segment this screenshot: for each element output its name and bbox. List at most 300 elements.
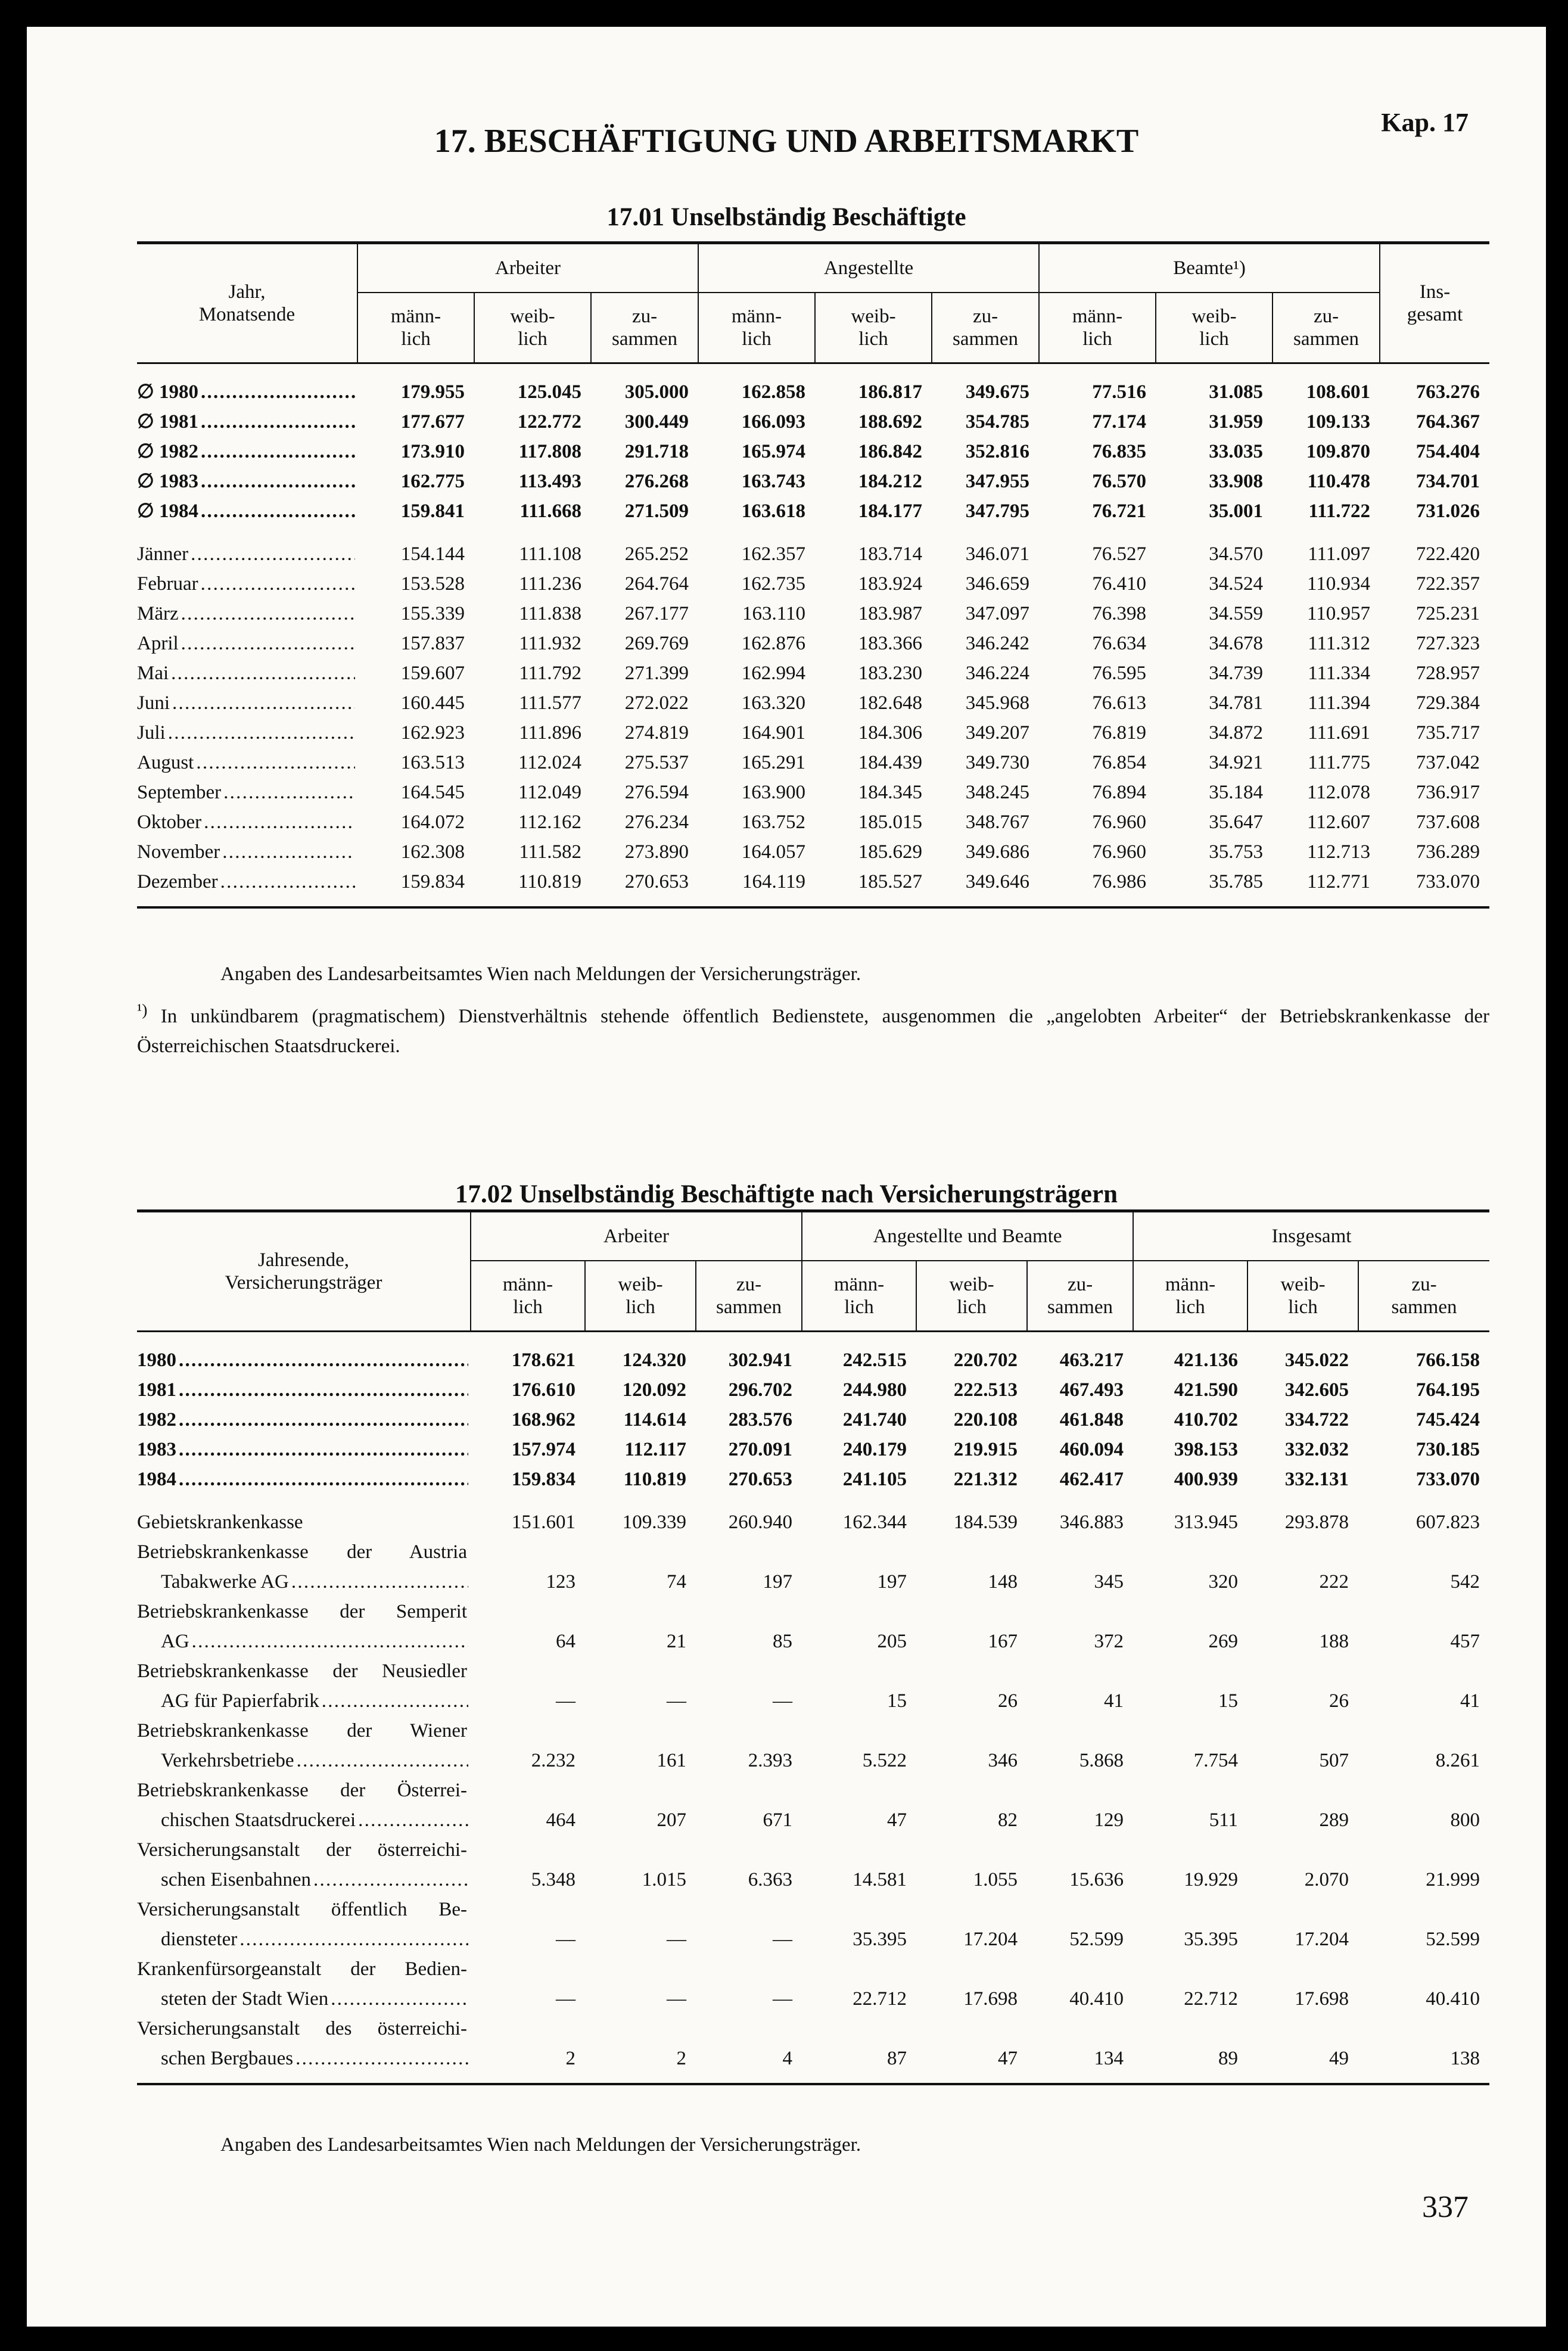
row-label-leader: [137, 2044, 471, 2073]
table-cell: 76.835: [1092, 440, 1147, 462]
row-label-leader: [137, 1746, 471, 1775]
table-cell: 349.646: [965, 870, 1030, 892]
sub-header-zusammen: zu- sammen: [1358, 1261, 1489, 1331]
table-cell: 267.177: [624, 602, 689, 624]
row-label-text: September: [137, 781, 222, 803]
table-cell: 138: [1450, 2047, 1480, 2069]
table-cell: 162.994: [741, 662, 806, 684]
table-cell: 111.312: [1308, 632, 1371, 654]
table-cell: 184.306: [858, 722, 923, 744]
table-cell: 221.312: [953, 1468, 1018, 1490]
spacer-row: [137, 363, 1489, 377]
row-label-text: Juli: [137, 722, 166, 744]
table-cell: 2: [676, 2047, 686, 2069]
table-cell: —: [556, 1988, 575, 2010]
row-label-text: AG: [161, 1630, 189, 1652]
table-row: [137, 569, 1489, 599]
table-cell: 7.754: [1193, 1749, 1239, 1771]
table-cell: 220.108: [953, 1408, 1018, 1430]
table-cell: 754.404: [1415, 440, 1480, 462]
table-cell: 183.366: [858, 632, 923, 654]
row-label: [137, 629, 357, 658]
leader-dots: [179, 1405, 468, 1435]
sub-header-weiblich: weib- lich: [815, 293, 932, 363]
group-header-angestellte-beamte: Angestellte und Beamte: [802, 1211, 1133, 1261]
table-cell: 305.000: [624, 381, 689, 403]
table-cell: 241.740: [842, 1408, 907, 1430]
table-cell: 114.614: [623, 1408, 686, 1430]
leader-dots: [201, 569, 355, 599]
row-label-text: Februar: [137, 573, 198, 595]
table-cell: 273.890: [624, 841, 689, 863]
table-cell: 349.730: [965, 751, 1030, 773]
table-cell: 163.618: [741, 500, 806, 522]
table-cell: 110.819: [518, 870, 581, 892]
table-cell: 264.764: [624, 573, 689, 595]
table-cell: 165.291: [741, 751, 806, 773]
row-label-leader: [137, 377, 357, 407]
table-cell: 182.648: [858, 692, 923, 714]
row-label-leader: [137, 569, 357, 599]
table-cell: 35.395: [1184, 1928, 1239, 1950]
table-cell: 183.924: [858, 573, 923, 595]
table-cell: 111.691: [1308, 722, 1371, 744]
empty-cells: [471, 1895, 1489, 1924]
table-cell: 176.610: [511, 1379, 575, 1401]
row-label: [137, 1984, 471, 2014]
row-label-text: schen Bergbaues: [161, 2047, 294, 2069]
table-cell: 77.516: [1092, 381, 1147, 403]
table-cell: 166.093: [741, 411, 806, 433]
table-cell: 607.823: [1415, 1511, 1480, 1533]
table-cell: 110.478: [1307, 470, 1371, 492]
row-label-text: April: [137, 632, 179, 654]
table-row-label-line: [137, 2014, 1489, 2044]
table-cell: 179.955: [400, 381, 465, 403]
table-cell: 346.071: [965, 543, 1030, 565]
table-cell: 26: [998, 1690, 1018, 1712]
row-label-text: August: [137, 751, 194, 773]
table-cell: 733.070: [1415, 870, 1480, 892]
row-label-text: schen Eisenbahnen: [161, 1868, 311, 1890]
table-cell: 40.410: [1069, 1988, 1124, 2010]
row-label: [137, 1746, 471, 1775]
table-cell: 463.217: [1059, 1349, 1124, 1371]
table-cell: 185.629: [858, 841, 923, 863]
table-cell: 112.117: [624, 1438, 686, 1460]
table-cell: 222.513: [953, 1379, 1018, 1401]
sub-header-weiblich: weib- lich: [1156, 293, 1273, 363]
spacer-row: [137, 1331, 1489, 1345]
sub-header-zusammen: zu- sammen: [1273, 293, 1380, 363]
row-label: [137, 1435, 471, 1464]
table-cell: 111.334: [1308, 662, 1371, 684]
table-cell: 184.439: [858, 751, 923, 773]
table-cell: 260.940: [728, 1511, 793, 1533]
row-label-leader: [137, 467, 357, 496]
table-cell: 764.195: [1415, 1379, 1480, 1401]
table-cell: 240.179: [842, 1438, 907, 1460]
row-label-leader: [137, 837, 357, 867]
table-cell: 111.236: [519, 573, 581, 595]
leader-dots: [181, 599, 355, 629]
table-cell: 15: [887, 1690, 907, 1712]
page: [27, 27, 1546, 2327]
table-cell: 112.049: [518, 781, 581, 803]
row-label: [137, 1405, 471, 1435]
table-row: [137, 867, 1489, 897]
leader-dots: [223, 778, 355, 807]
table-cell: 184.539: [953, 1511, 1018, 1533]
empty-cells: [471, 2014, 1489, 2044]
table-cell: 372: [1094, 1630, 1124, 1652]
table-cell: 2.393: [748, 1749, 793, 1771]
row-label: [137, 496, 357, 526]
row-label-text: Verkehrsbetriebe: [161, 1749, 294, 1771]
table-cell: 352.816: [965, 440, 1030, 462]
row-label: [137, 778, 357, 807]
table-cell: 511: [1209, 1809, 1239, 1831]
row-label-leader: [137, 718, 357, 748]
table-cell: 110.819: [623, 1468, 686, 1490]
table-cell: 111.775: [1308, 751, 1371, 773]
row-label-text: Mai: [137, 662, 169, 684]
table-cell: 205: [877, 1630, 907, 1652]
table-row: [137, 1924, 1489, 1954]
table-row-label-line: [137, 1775, 1489, 1805]
table-row: [137, 1507, 1489, 1537]
leader-dots: [192, 1627, 468, 1656]
row-label-text: Jänner: [137, 543, 189, 565]
table-cell: 184.177: [858, 500, 923, 522]
table-cell: 265.252: [624, 543, 689, 565]
table-cell: 188.692: [858, 411, 923, 433]
row-label-line1: Betriebskrankenkasse der Österrei-: [137, 1779, 467, 1801]
table-cell: 111.932: [519, 632, 581, 654]
empty-cells: [471, 1954, 1489, 1984]
table-cell: 542: [1450, 1571, 1480, 1593]
row-label-line1: Betriebskrankenkasse der Austria: [137, 1541, 467, 1563]
table-cell: 271.399: [624, 662, 689, 684]
row-label-text: Oktober: [137, 811, 202, 833]
table-cell: 766.158: [1415, 1349, 1480, 1371]
leader-dots: [222, 837, 355, 867]
leader-dots: [201, 407, 355, 437]
row-label: [137, 837, 357, 867]
table-cell: 34.872: [1209, 722, 1264, 744]
empty-cells: [471, 1775, 1489, 1805]
stub-header: Jahresende, Versicherungsträger: [137, 1211, 471, 1332]
table-cell: 76.410: [1092, 573, 1147, 595]
leader-dots: [295, 2044, 468, 2073]
sub-header-weiblich: weib- lich: [474, 293, 591, 363]
table-cell: 47: [887, 1809, 907, 1831]
table-cell: 346.883: [1059, 1511, 1124, 1533]
row-label: [137, 807, 357, 837]
table-cell: 49: [1329, 2047, 1349, 2069]
table-row: [137, 629, 1489, 658]
table-cell: 34.781: [1209, 692, 1264, 714]
table-cell: 112.713: [1307, 841, 1371, 863]
row-label: [137, 1686, 471, 1716]
table-cell: 111.394: [1308, 692, 1371, 714]
row-label-leader: [137, 1464, 471, 1494]
table-cell: 162.344: [842, 1511, 907, 1533]
table-cell: 34.678: [1209, 632, 1264, 654]
table-row: [137, 1375, 1489, 1405]
table-row: [137, 1984, 1489, 2014]
table-cell: 77.174: [1092, 411, 1147, 433]
row-label: [137, 2044, 471, 2073]
row-label: [137, 1375, 471, 1405]
table-cell: 162.876: [741, 632, 806, 654]
leader-dots: [239, 1924, 468, 1954]
table-cell: 276.268: [624, 470, 689, 492]
spacer-cell: [137, 526, 1489, 539]
table-cell: 76.960: [1092, 811, 1147, 833]
table-cell: 185.527: [858, 870, 923, 892]
table-cell: 346.224: [965, 662, 1030, 684]
table-cell: 183.230: [858, 662, 923, 684]
row-label-text: Juni: [137, 692, 170, 714]
row-label: [137, 718, 357, 748]
table-cell: 734.701: [1415, 470, 1480, 492]
table-row: [137, 467, 1489, 496]
table-cell: 464: [546, 1809, 575, 1831]
row-label-leader: [137, 1345, 471, 1375]
table-cell: 76.960: [1092, 841, 1147, 863]
table-cell: 348.767: [965, 811, 1030, 833]
table-cell: —: [773, 1988, 793, 2010]
row-label-leader: [137, 688, 357, 718]
table-cell: 334.722: [1284, 1408, 1349, 1430]
table-cell: 276.594: [624, 781, 689, 803]
row-label: [137, 1865, 471, 1895]
table-cell: 160.445: [400, 692, 465, 714]
table-cell: 2: [565, 2047, 575, 2069]
table-cell: 313.945: [1174, 1511, 1239, 1533]
table-row: [137, 407, 1489, 437]
table-cell: 5.348: [531, 1868, 575, 1890]
sub-header-weiblich: weib- lich: [585, 1261, 696, 1331]
table-cell: 219.915: [953, 1438, 1018, 1460]
leader-dots: [201, 437, 355, 467]
table-row: [137, 599, 1489, 629]
leader-dots: [179, 1435, 468, 1464]
table-cell: 421.136: [1174, 1349, 1239, 1371]
table-cell: 76.527: [1092, 543, 1147, 565]
table-cell: 5.868: [1079, 1749, 1124, 1771]
row-label-text: 1984: [137, 1468, 176, 1490]
table-cell: 22.712: [853, 1988, 907, 2010]
table-cell: 185.015: [858, 811, 923, 833]
table-cell: 354.785: [965, 411, 1030, 433]
row-label-leader: [137, 1435, 471, 1464]
row-label: [137, 1345, 471, 1375]
table-cell: 76.854: [1092, 751, 1147, 773]
table-cell: 763.276: [1415, 381, 1480, 403]
table-cell: —: [667, 1690, 686, 1712]
table-cell: 153.528: [400, 573, 465, 595]
table-cell: 157.974: [511, 1438, 575, 1460]
table-cell: 186.817: [858, 381, 923, 403]
table-cell: 183.714: [858, 543, 923, 565]
table-cell: 129: [1094, 1809, 1124, 1831]
row-label-text: Dezember: [137, 870, 218, 892]
table-cell: 269.769: [624, 632, 689, 654]
table-row: [137, 1567, 1489, 1597]
row-label: [137, 1627, 471, 1656]
table-cell: 348.245: [965, 781, 1030, 803]
table-cell: 85: [773, 1630, 793, 1652]
table-cell: 173.910: [400, 440, 465, 462]
table-17-02-title: 17.02 Unselbständig Beschäftigte nach Versicherungsträgern: [455, 1180, 1118, 1208]
table-cell: 159.841: [400, 500, 465, 522]
table-cell: 35.184: [1209, 781, 1264, 803]
sub-header-maennlich: männ- lich: [1133, 1261, 1247, 1331]
row-label: [137, 599, 357, 629]
table-cell: —: [773, 1690, 793, 1712]
table-cell: 347.097: [965, 602, 1030, 624]
table-cell: 117.808: [518, 440, 581, 462]
table-cell: 400.939: [1174, 1468, 1239, 1490]
table-cell: 22.712: [1184, 1988, 1239, 2010]
table-row: [137, 2044, 1489, 2073]
table-cell: 41: [1104, 1690, 1124, 1712]
leader-dots: [179, 1375, 468, 1405]
table-cell: 89: [1218, 2047, 1239, 2069]
table-cell: 722.357: [1415, 573, 1480, 595]
table-cell: 461.848: [1059, 1408, 1124, 1430]
table-cell: 34.739: [1209, 662, 1264, 684]
table-cell: 151.601: [511, 1511, 575, 1533]
table-cell: 272.022: [624, 692, 689, 714]
row-label-text: ∅ 1980: [137, 381, 198, 403]
table-cell: 35.785: [1209, 870, 1264, 892]
row-label-text: ∅ 1984: [137, 500, 198, 522]
table-cell: 17.698: [1295, 1988, 1349, 2010]
table-cell: 162.357: [741, 543, 806, 565]
leader-dots: [358, 1805, 468, 1835]
table-17-01-source: Angaben des Landesarbeitsamtes Wien nach Meldungen der Versicherungsträger.: [220, 963, 861, 985]
table-cell: 21: [667, 1630, 686, 1652]
table-cell: 168.962: [511, 1408, 575, 1430]
table-cell: 242.515: [842, 1349, 907, 1371]
row-label: [137, 658, 357, 688]
table-cell: 332.131: [1284, 1468, 1349, 1490]
row-label-leader: [137, 778, 357, 807]
table-cell: 47: [998, 2047, 1018, 2069]
row-label: [137, 748, 357, 778]
row-label-text: ∅ 1982: [137, 440, 198, 462]
table-row: [137, 1435, 1489, 1464]
table-cell: 33.908: [1209, 470, 1264, 492]
row-label-text: diensteter: [161, 1928, 238, 1950]
table-cell: 154.144: [400, 543, 465, 565]
sub-header-zusammen: zu- sammen: [932, 293, 1039, 363]
empty-cells: [471, 1597, 1489, 1627]
table-cell: 345.022: [1284, 1349, 1349, 1371]
row-label: [137, 1924, 471, 1954]
table-cell: 349.686: [965, 841, 1030, 863]
spacer-row: [137, 1494, 1489, 1507]
table-cell: 162.858: [741, 381, 806, 403]
sub-header-zusammen: zu- sammen: [1027, 1261, 1133, 1331]
table-cell: 274.819: [624, 722, 689, 744]
table-cell: 64: [556, 1630, 575, 1652]
table-cell: 300.449: [624, 411, 689, 433]
row-label-leader: [137, 1627, 471, 1656]
row-label-leader: [137, 1924, 471, 1954]
sub-header-weiblich: weib- lich: [916, 1261, 1027, 1331]
table-cell: 730.185: [1415, 1438, 1480, 1460]
table-cell: 165.974: [741, 440, 806, 462]
table-row: [137, 658, 1489, 688]
table-cell: 14.581: [853, 1868, 907, 1890]
table-cell: 112.078: [1307, 781, 1371, 803]
sub-header-zusammen: zu- sammen: [591, 293, 698, 363]
table-row-label-line: [137, 1597, 1489, 1627]
table-cell: 162.735: [741, 573, 806, 595]
table-cell: 164.072: [400, 811, 465, 833]
page-number: 337: [1422, 2190, 1469, 2224]
table-cell: 52.599: [1426, 1928, 1480, 1950]
table-cell: 241.105: [842, 1468, 907, 1490]
row-label: [137, 407, 357, 437]
table-cell: 31.959: [1209, 411, 1264, 433]
table-row: [137, 437, 1489, 467]
row-label-text: chischen Staatsdruckerei: [161, 1809, 356, 1831]
table-cell: 347.955: [965, 470, 1030, 492]
chapter-title: 17. BESCHÄFTIGUNG UND ARBEITSMARKT: [434, 123, 1139, 160]
row-label-leader: [137, 1984, 471, 2014]
table-cell: 345: [1094, 1571, 1124, 1593]
table-cell: 164.057: [741, 841, 806, 863]
table-cell: 74: [667, 1571, 686, 1593]
table-cell: 35.395: [853, 1928, 907, 1950]
table-cell: 735.717: [1415, 722, 1480, 744]
table-cell: 276.234: [624, 811, 689, 833]
table-cell: 34.921: [1209, 751, 1264, 773]
table-cell: 731.026: [1415, 500, 1480, 522]
table-cell: 320: [1208, 1571, 1239, 1593]
table-cell: 722.420: [1415, 543, 1480, 565]
table-cell: 76.398: [1092, 602, 1147, 624]
leader-dots: [181, 629, 355, 658]
row-label-leader: [137, 867, 357, 897]
leader-dots: [172, 688, 355, 718]
table-cell: 346: [988, 1749, 1018, 1771]
table-row: [137, 1627, 1489, 1656]
row-label-text: 1983: [137, 1438, 176, 1460]
table-cell: 111.097: [1308, 543, 1371, 565]
row-label-text: März: [137, 602, 179, 624]
row-label-leader: [137, 1375, 471, 1405]
table-cell: 800: [1450, 1809, 1480, 1831]
table-row-label-line: [137, 1835, 1489, 1865]
table-cell: 109.339: [622, 1511, 686, 1533]
table-cell: 736.289: [1415, 841, 1480, 863]
table-cell: 244.980: [842, 1379, 907, 1401]
row-label-text: 1982: [137, 1408, 176, 1430]
empty-cells: [471, 1835, 1489, 1865]
row-label-text: ∅ 1983: [137, 470, 198, 492]
leader-dots: [201, 467, 355, 496]
row-label-leader: [137, 629, 357, 658]
table-cell: 17.204: [963, 1928, 1018, 1950]
row-label-leader: [137, 496, 357, 526]
sub-header-weiblich: weib- lich: [1247, 1261, 1358, 1331]
